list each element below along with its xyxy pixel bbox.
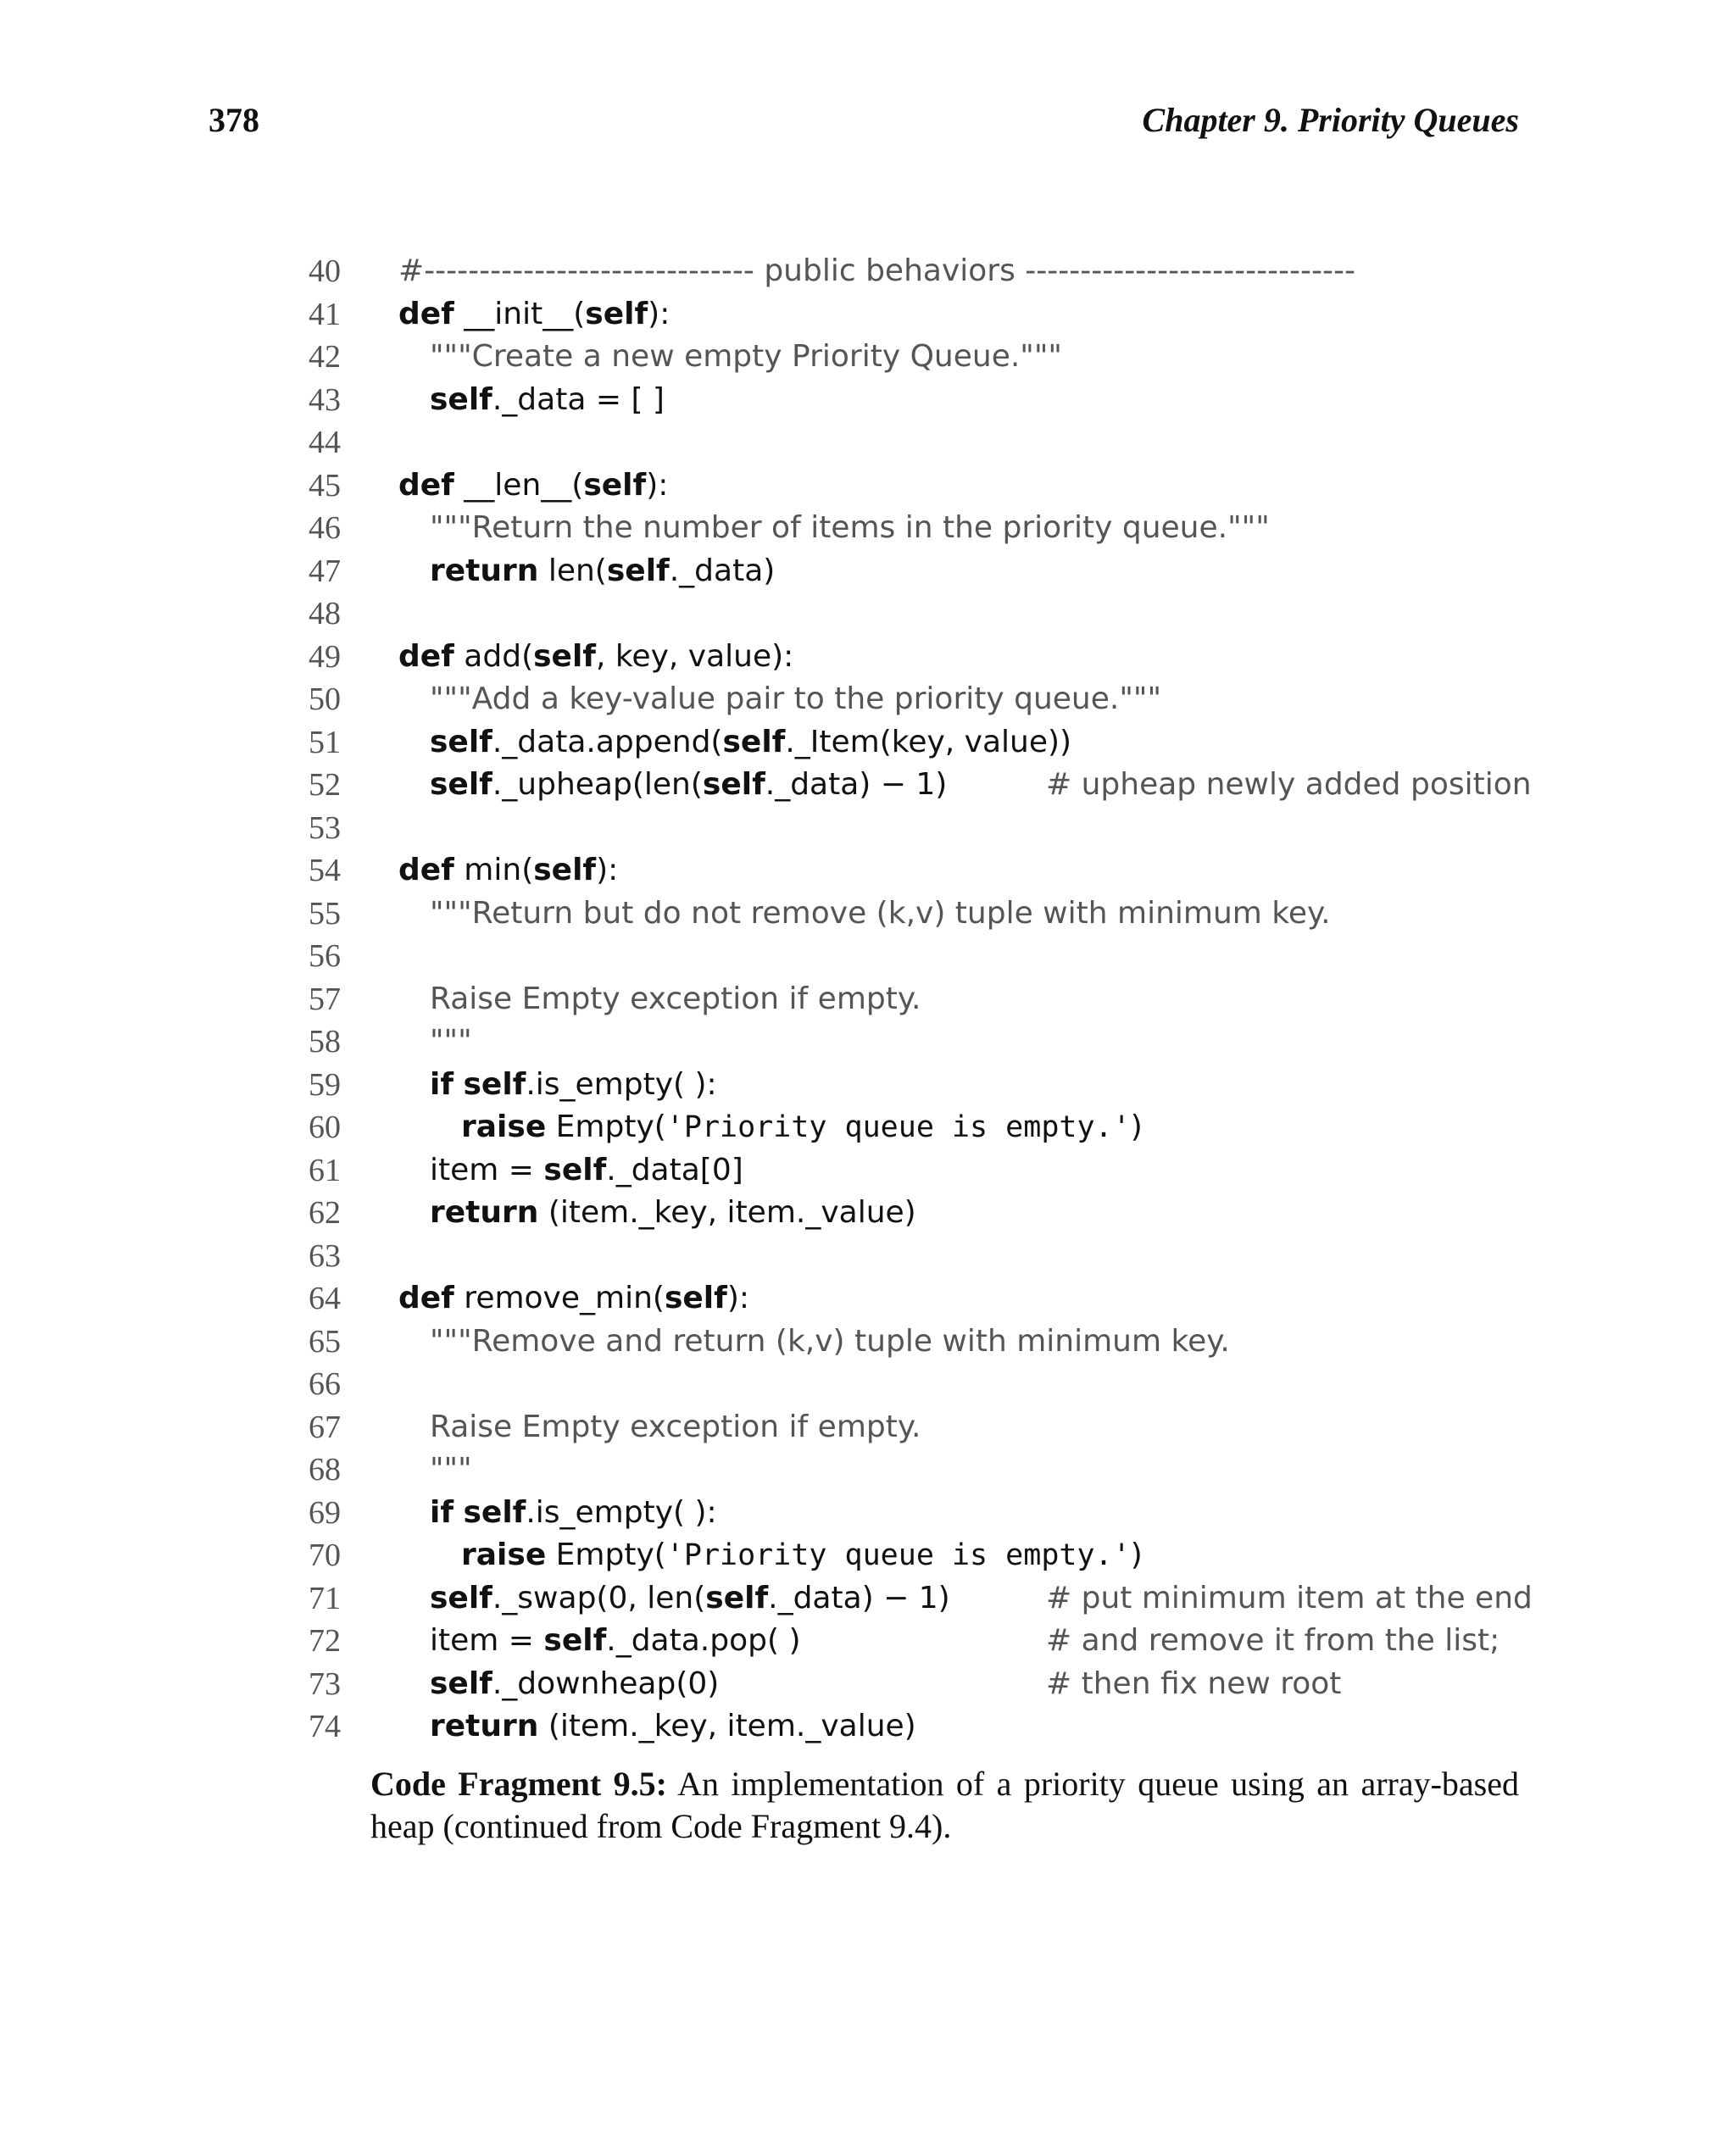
line-number: 43	[309, 381, 341, 418]
code-line	[288, 1149, 1526, 1193]
line-number: 66	[309, 1366, 341, 1402]
docstring: """Return but do not remove (k,v) tuple with minimum key.	[430, 895, 1331, 931]
line-number: 49	[309, 638, 341, 675]
code-text	[461, 1534, 1143, 1577]
code-text	[430, 1064, 717, 1107]
code-line	[288, 1020, 1526, 1064]
code-text	[430, 1449, 472, 1492]
code-line	[288, 1277, 1526, 1321]
code-token: (item._key, item._value)	[538, 1709, 916, 1743]
code-token: ._data = [ ]	[492, 381, 665, 417]
code-token: (item._key, item._value)	[538, 1195, 916, 1230]
keyword: raise	[461, 1109, 547, 1144]
line-number: 53	[309, 809, 341, 846]
code-token: ):	[648, 296, 670, 331]
code-line	[288, 1192, 1526, 1235]
line-number: 52	[309, 767, 341, 803]
docstring: Raise Empty exception if empty.	[430, 981, 921, 1016]
code-line	[288, 421, 1526, 464]
code-token: len(	[538, 553, 607, 588]
code-token: ._data) − 1)	[765, 767, 948, 802]
caption-label: Code Fragment 9.5:	[370, 1765, 667, 1803]
code-line	[288, 1620, 1526, 1663]
line-number: 45	[309, 467, 341, 503]
code-text	[430, 1663, 719, 1706]
code-text	[398, 849, 618, 893]
code-text	[430, 1705, 916, 1749]
code-token: Empty(	[546, 1538, 666, 1572]
code-line	[288, 550, 1526, 593]
code-token: __len__(	[453, 467, 584, 503]
code-text	[398, 1277, 749, 1321]
line-number: 57	[309, 981, 341, 1017]
code-line	[288, 893, 1526, 936]
code-text	[430, 1020, 472, 1064]
comment: #------------------------------ public behaviors ------------------------------	[398, 253, 1355, 288]
line-number: 62	[309, 1195, 341, 1231]
line-number: 48	[309, 596, 341, 631]
code-line	[288, 1064, 1526, 1107]
keyword: def	[398, 1281, 454, 1315]
running-head: Chapter 9. Priority Queues	[1142, 101, 1519, 139]
code-line	[288, 978, 1526, 1021]
code-line	[288, 807, 1526, 850]
keyword: return	[430, 1195, 539, 1230]
line-number: 58	[309, 1024, 341, 1059]
line-number: 59	[309, 1066, 341, 1103]
code-text	[430, 1192, 916, 1235]
code-token: remove_min(	[453, 1281, 665, 1315]
code-token: 'Priority queue is empty.'	[665, 1538, 1131, 1572]
line-number: 71	[309, 1580, 341, 1616]
line-number: 47	[309, 553, 341, 589]
keyword: def	[398, 638, 454, 674]
code-text	[430, 379, 665, 422]
code-line	[288, 1449, 1526, 1492]
keyword: self	[533, 853, 597, 887]
keyword: self	[585, 296, 648, 331]
code-token: Empty(	[546, 1109, 666, 1144]
code-text	[398, 250, 1355, 293]
keyword: self	[664, 1281, 727, 1315]
keyword: def	[398, 853, 454, 887]
keyword: self	[583, 467, 647, 503]
code-text	[398, 636, 793, 679]
code-token: ._upheap(len(	[492, 767, 703, 802]
line-number: 56	[309, 938, 341, 974]
code-line	[288, 464, 1526, 508]
keyword: if	[430, 1066, 454, 1102]
code-line	[288, 1577, 1533, 1621]
code-text	[430, 721, 1071, 765]
code-text	[398, 464, 668, 508]
code-token: ._data[0]	[606, 1152, 743, 1187]
keyword: self	[543, 1152, 607, 1187]
caption-text: An implementation of a priority queue using an array-based heap (continued from Code Fragment 9.4).	[370, 1765, 1519, 1845]
code-line	[288, 721, 1526, 765]
keyword: self	[705, 1580, 769, 1615]
line-number: 72	[309, 1623, 341, 1659]
keyword: self	[430, 381, 492, 417]
code-token: min(	[453, 853, 534, 887]
keyword: self	[430, 1580, 492, 1615]
code-token: __init__(	[453, 296, 586, 331]
keyword: self	[430, 767, 492, 802]
inline-comment: # then fix new root	[1046, 1666, 1342, 1701]
keyword: if	[430, 1494, 454, 1530]
line-number: 40	[309, 253, 341, 289]
line-number: 73	[309, 1666, 341, 1702]
line-number: 54	[309, 853, 341, 888]
code-text	[461, 1106, 1143, 1149]
inline-comment: # and remove it from the list;	[1046, 1623, 1500, 1658]
keyword: def	[398, 296, 454, 331]
keyword: return	[430, 1709, 539, 1743]
code-text	[430, 1492, 717, 1535]
code-line	[288, 1363, 1526, 1406]
code-line	[288, 379, 1526, 422]
keyword: self	[533, 638, 596, 674]
code-text	[430, 1321, 1230, 1364]
keyword: def	[398, 467, 454, 503]
code-text	[430, 678, 1161, 721]
inline-comment: # upheap newly added position	[1046, 767, 1532, 802]
code-line	[288, 636, 1526, 679]
code-token: ._data.append(	[492, 724, 723, 759]
line-number: 64	[309, 1281, 341, 1316]
keyword: self	[702, 767, 765, 802]
code-line	[288, 1106, 1526, 1149]
code-line	[288, 1705, 1526, 1749]
keyword: self	[430, 1666, 492, 1701]
code-token: ):	[726, 1281, 749, 1315]
page-header	[209, 100, 1519, 147]
code-line	[288, 1492, 1526, 1535]
code-token: ):	[596, 853, 619, 887]
code-token: item =	[430, 1623, 544, 1658]
line-number: 74	[309, 1709, 341, 1744]
docstring: Raise Empty exception if empty.	[430, 1409, 921, 1444]
code-line	[288, 764, 1532, 807]
code-text	[430, 550, 775, 593]
code-line	[288, 849, 1526, 893]
code-token: ._data.pop( )	[606, 1623, 801, 1658]
code-token	[453, 1495, 463, 1530]
code-token: add(	[453, 638, 534, 674]
keyword: self	[606, 553, 670, 588]
code-text	[430, 1149, 743, 1193]
keyword: return	[430, 553, 539, 588]
inline-comment: # put minimum item at the end	[1046, 1580, 1533, 1615]
code-text	[430, 764, 947, 807]
code-token: .is_empty( ):	[526, 1494, 717, 1530]
code-token: ):	[646, 467, 669, 503]
code-token: ._data) − 1)	[768, 1580, 950, 1615]
docstring: """	[430, 1024, 472, 1059]
line-number: 67	[309, 1409, 341, 1445]
line-number: 55	[309, 895, 341, 931]
code-text	[430, 336, 1062, 379]
line-number: 61	[309, 1152, 341, 1188]
code-line	[288, 678, 1526, 721]
code-text	[430, 978, 921, 1021]
line-number: 60	[309, 1109, 341, 1145]
code-token: )	[1130, 1109, 1143, 1144]
code-token: 'Priority queue is empty.'	[665, 1110, 1131, 1144]
code-token: ._data)	[669, 553, 776, 588]
line-number: 50	[309, 681, 341, 717]
code-line	[288, 1321, 1526, 1364]
code-token: ._Item(key, value))	[785, 724, 1072, 759]
code-listing	[288, 250, 1533, 1749]
line-number: 51	[309, 724, 341, 760]
code-token: .is_empty( ):	[526, 1066, 717, 1102]
keyword: self	[430, 724, 492, 759]
code-line	[288, 935, 1526, 978]
line-number: 42	[309, 339, 341, 375]
keyword: self	[722, 724, 786, 759]
line-number: 68	[309, 1452, 341, 1488]
keyword: raise	[461, 1538, 547, 1572]
code-text	[398, 293, 670, 336]
keyword: self	[463, 1066, 526, 1102]
line-number: 44	[309, 425, 341, 460]
line-number: 65	[309, 1323, 341, 1360]
code-line	[288, 1235, 1526, 1278]
code-caption	[370, 1763, 1519, 1848]
line-number: 70	[309, 1538, 341, 1573]
code-token: ._downheap(0)	[492, 1666, 720, 1701]
code-line	[288, 1534, 1526, 1577]
page-number: 378	[209, 101, 259, 139]
code-line	[288, 293, 1526, 336]
code-line	[288, 1406, 1526, 1449]
code-token: item =	[430, 1152, 544, 1187]
docstring: """Add a key-value pair to the priority queue."""	[430, 681, 1162, 716]
line-number: 63	[309, 1237, 341, 1274]
line-number: 69	[309, 1494, 341, 1531]
docstring: """Remove and return (k,v) tuple with minimum key.	[430, 1323, 1230, 1359]
code-line	[288, 336, 1526, 379]
code-text	[430, 1577, 950, 1621]
keyword: self	[543, 1623, 607, 1658]
docstring: """	[430, 1452, 472, 1487]
code-token	[453, 1067, 463, 1102]
code-line	[288, 250, 1526, 293]
docstring: """Return the number of items in the priority queue."""	[430, 510, 1270, 545]
code-token: , key, value):	[595, 638, 794, 674]
keyword: self	[463, 1494, 526, 1530]
code-token: ._swap(0, len(	[492, 1580, 706, 1615]
code-text	[430, 1620, 801, 1663]
code-line	[288, 1663, 1526, 1706]
code-token: )	[1130, 1538, 1143, 1572]
line-number: 46	[309, 510, 341, 546]
docstring: """Create a new empty Priority Queue."""	[430, 339, 1062, 374]
code-line	[288, 507, 1526, 550]
code-text	[430, 893, 1331, 936]
code-text	[430, 1406, 921, 1449]
code-text	[430, 507, 1270, 550]
code-line	[288, 592, 1526, 636]
line-number: 41	[309, 296, 341, 332]
